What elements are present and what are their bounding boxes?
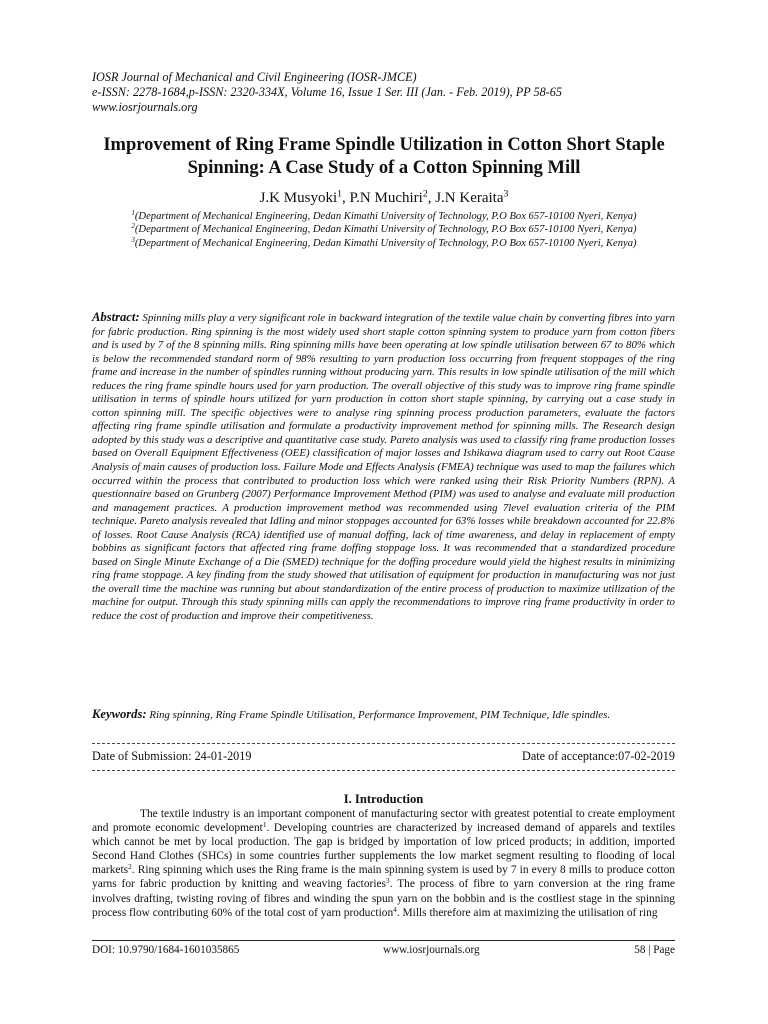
intro-text: The textile industry is an important component of manufacturing sector with greatest potential to create employment and promote economic development: [92, 808, 675, 835]
affiliation-list: [86, 210, 682, 250]
author-separator: ,: [341, 190, 350, 206]
intro-text: . Developing countries are characterized by increased demand of apparels and textiles which cannot be met by local production. The gap is bridged by importation of low priced products; in addition, imported Second Hand Clothes (SHCs) in some countries further supplements the low market segment resulting to flooding of local markets: [92, 822, 676, 877]
footer-page-number: 58 | Page: [634, 944, 675, 956]
journal-header: [92, 70, 692, 115]
citation-mark[interactable]: 2: [128, 862, 132, 872]
keywords-label: Keywords:: [92, 707, 147, 721]
keywords: [92, 708, 675, 723]
dashed-divider: [92, 770, 675, 771]
submission-date: Date of Submission: 24-01-2019: [92, 749, 252, 763]
author-affiliation-mark: 1: [337, 188, 342, 200]
affiliation: [86, 210, 682, 223]
author-separator: ,: [427, 190, 436, 206]
abstract-text: Spinning mills play a very significant role in backward integration of the textile value chain by converting fibres into yarn for fabric production. Ring spinning is the most widely used short staple cotton spinning system to produce yarn from cotton fibers and is used by 7 of the 8 spinning mills. Ring spinning mills have been operating at low spindle utilisation between 67 to 80% which is below the recommended standard norm of 98% resulting to yarn production loss occurring from frequent stoppages of the ring frame and increase in the number of spindles running without producing yarn. This results in low spindle utilisation of the mill which reduces the ring frame spindle hours used for yarn production. The overall objective of this study was to improve ring frame spindle utilisation in terms of spindle hours utilized for yarn production in cotton short staple spinning, by carrying out a case study in cotton spinning mill. The specific objectives were to analyse ring spinning process production parameters, evaluate the factors affecting ring frame spindle utilisation and formulate a productivity improvement method for spinning mills. The Research design adopted by this study was a descriptive and quantitative case study. Pareto analysis was used to classify ring frame production losses based on Overall Equipment Effectiveness (OEE) classification of major losses and Ishikawa diagram used to carry out Root Cause Analysis of main causes of production loss. Failure Mode and Effects Analysis (FMEA) technique was used to map the failures which occurred within the process that contributed to production loss which were ranked using their Risk Priority Numbers (RPN). A questionnaire based on Grunberg (2007) Performance Improvement Method (PIM) was used to analyse and evaluate mill production and management practices. A production improvement method was recommended using 7level evaluation criteria of the PIM technique. Pareto analysis revealed that Idling and minor stoppages accounted for 63% losses while breakdown accounted for 22.8% of losses. Root Cause Analysis (RCA) identified use of manual doffing, lack of time awareness, and delay in replacement of empty bobbins as significant factors that affected ring frame doffing stoppage loss. It was recommended that a standardized procedure based on Single Minute Exchange of a Die (SMED) technique for the doffing procedure would yield the highest results in minimizing ring frame stoppage. A key finding from the study showed that utilisation of equipment for production in manufacturing was not just the overall time the machine was running but about standardization of the entire process of production to maximize utilization of the machine for output. Through this study spinning mills can apply the recommendations to improve ring frame productivity in order to reduce the cost of production and improve their competitiveness.: [92, 312, 675, 623]
journal-website[interactable]: www.iosrjournals.org: [92, 100, 198, 114]
affiliation-mark: 2: [131, 223, 135, 231]
citation-mark[interactable]: 4: [393, 904, 397, 914]
author-affiliation-mark: 2: [422, 188, 428, 200]
citation-mark[interactable]: 1: [262, 820, 267, 830]
affiliation-text: (Department of Mechanical Engineering, Dedan Kimathi University of Technology, P.O Box 657-10100 Nyeri, Kenya): [134, 211, 637, 222]
abstract-label: Abstract:: [92, 310, 140, 324]
acceptance-date: Date of acceptance:07-02-2019: [522, 749, 675, 763]
author-list: [80, 189, 688, 208]
section-heading-introduction: I. Introduction: [343, 792, 424, 806]
affiliation-mark: 1: [131, 210, 135, 218]
author-affiliation-mark: 3: [503, 188, 509, 200]
author-name: J.K Musyoki: [259, 190, 338, 206]
intro-text: . Mills therefore aim at maximizing the utilisation of ring: [396, 906, 658, 919]
journal-issn: e-ISSN: 2278-1684,p-ISSN: 2320-334X, Volume 16, Issue 1 Ser. III (Jan. - Feb. 2019), PP 58-65: [92, 85, 562, 99]
footer-doi[interactable]: DOI: 10.9790/1684-1601035865: [92, 944, 240, 956]
author-name: P.N Muchiri: [349, 190, 423, 206]
footer-website[interactable]: www.iosrjournals.org: [383, 944, 480, 956]
affiliation: [86, 223, 682, 236]
author-name: J.N Keraita: [435, 190, 504, 206]
affiliation-mark: 3: [131, 237, 135, 245]
footer-rule: [92, 940, 675, 941]
introduction-paragraph: [92, 807, 675, 920]
intro-text: . The process of fibre to yarn conversion at the ring frame involves drafting, twisting roving of fibres and winding the spun yarn on the bobbin and is the costliest stage in the spinning process flow contributing 60% of the total cost of yarn production: [92, 878, 675, 919]
paper-title: Improvement of Ring Frame Spindle Utilization in Cotton Short Staple Spinning: A Case Study of a Cotton Spinning Mill: [103, 135, 665, 178]
intro-text: . Ring spinning which uses the Ring frame is the main spinning system is used by 7 in every 8 mills to produce cotton yarns for fabric production by knitting and weaving factories: [92, 864, 675, 891]
abstract: [92, 311, 675, 624]
journal-name: IOSR Journal of Mechanical and Civil Engineering (IOSR-JMCE): [92, 70, 417, 84]
citation-mark[interactable]: 3: [385, 876, 390, 886]
dashed-divider: [92, 743, 675, 744]
affiliation-text: (Department of Mechanical Engineering, Dedan Kimathi University of Technology, P.O Box 657-10100 Nyeri, Kenya): [134, 237, 637, 249]
affiliation: [86, 237, 682, 250]
affiliation-text: (Department of Mechanical Engineering, Dedan Kimathi University of Technology, P.O Box 657-10100 Nyeri, Kenya): [134, 224, 637, 236]
keywords-text: Ring spinning, Ring Frame Spindle Utilisation, Performance Improvement, PIM Technique, Idle spindles.: [149, 709, 611, 721]
